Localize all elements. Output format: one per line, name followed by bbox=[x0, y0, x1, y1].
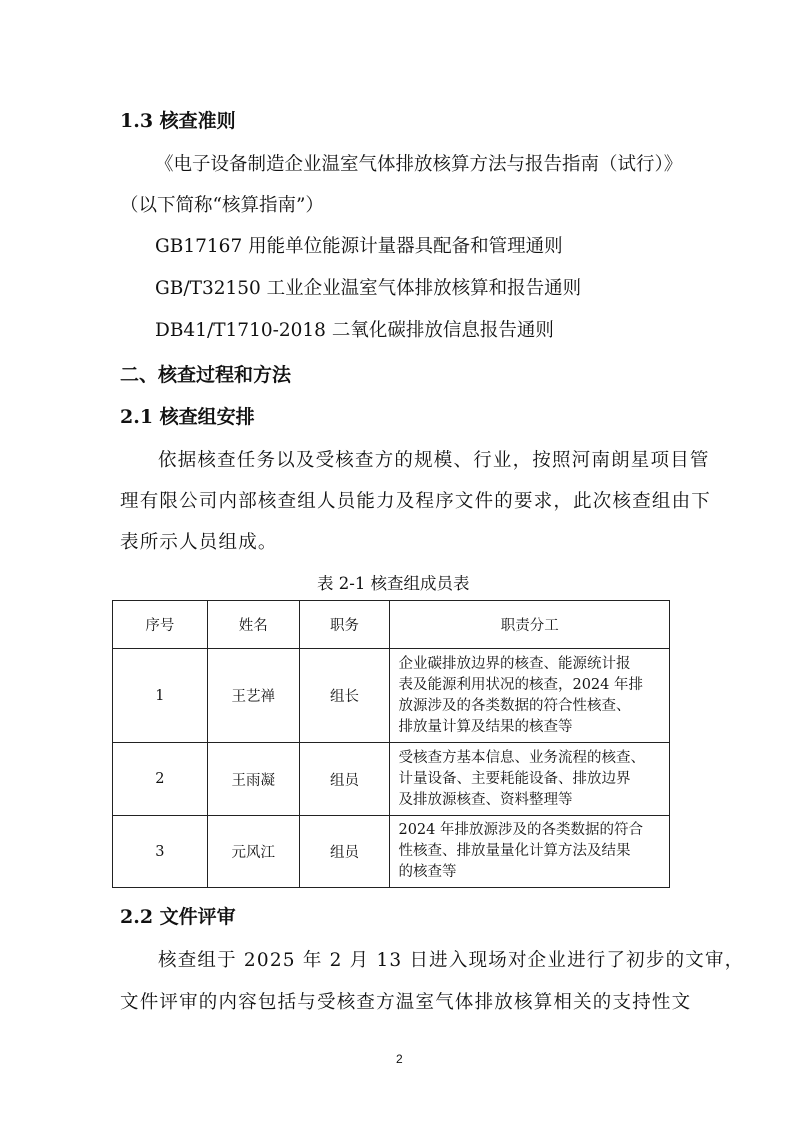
duty-line: 表及能源利用状况的核查，2024 年排 bbox=[398, 676, 643, 693]
table-caption: 表 2-1 核查组成员表 bbox=[317, 574, 470, 593]
duty-line: 放源涉及的各类数据的符合性核查、 bbox=[398, 697, 631, 714]
cell-name: 王雨凝 bbox=[207, 743, 299, 816]
table-row bbox=[113, 649, 670, 743]
header-role: 职务 bbox=[299, 601, 390, 649]
table-row bbox=[113, 816, 670, 888]
cell-role: 组员 bbox=[299, 743, 390, 816]
section-heading-2: 二、核查过程和方法 bbox=[120, 364, 292, 386]
paragraph-line: 文件评审的内容包括与受核查方温室气体排放核算相关的支持性文 bbox=[120, 992, 692, 1013]
cell-duty bbox=[390, 816, 670, 888]
standard-item-1-note: （以下简称“核算指南”） bbox=[120, 195, 324, 216]
page-number: 2 bbox=[396, 1052, 403, 1066]
standard-item-4: DB41/T1710-2018 二氧化碳排放信息报告通则 bbox=[155, 320, 554, 341]
cell-no: 2 bbox=[113, 743, 208, 816]
cell-role: 组员 bbox=[299, 816, 390, 888]
table-row bbox=[113, 743, 670, 816]
paragraph-line: 表所示人员组成。 bbox=[120, 532, 278, 553]
cell-duty bbox=[390, 649, 670, 743]
cell-no: 3 bbox=[113, 816, 208, 888]
paragraph-line: 依据核查任务以及受核查方的规模、行业，按照河南朗星项目管 bbox=[158, 450, 710, 471]
duty-line: 的核查等 bbox=[398, 864, 457, 880]
duty-line: 及排放源核查、资料整理等 bbox=[398, 791, 573, 808]
standard-item-3: GB/T32150 工业企业温室气体排放核算和报告通则 bbox=[155, 278, 582, 299]
duty-line: 排放量计算及结果的核查等 bbox=[398, 718, 573, 735]
standard-item-2: GB17167 用能单位能源计量器具配备和管理通则 bbox=[155, 236, 563, 257]
duty-line: 受核查方基本信息、业务流程的核查、 bbox=[398, 749, 645, 766]
cell-role: 组长 bbox=[299, 649, 390, 743]
section-heading-1-3: 1.3 核查准则 bbox=[120, 110, 236, 132]
header-duty: 职责分工 bbox=[390, 601, 670, 649]
table-header-row bbox=[113, 601, 670, 649]
duty-line: 2024 年排放源涉及的各类数据的符合 bbox=[398, 822, 643, 838]
duty-line: 企业碳排放边界的核查、能源统计报 bbox=[398, 655, 631, 672]
cell-name: 王艺禅 bbox=[207, 649, 299, 743]
cell-no: 1 bbox=[113, 649, 208, 743]
duty-line: 性核查、排放量量化计算方法及结果 bbox=[398, 843, 631, 859]
section-heading-2-1: 2.1 核查组安排 bbox=[120, 406, 255, 428]
paragraph-line: 理有限公司内部核查组人员能力及程序文件的要求，此次核查组由下 bbox=[120, 491, 712, 512]
header-no: 序号 bbox=[113, 601, 208, 649]
duty-line: 计量设备、主要耗能设备、排放边界 bbox=[398, 770, 631, 787]
staff-table bbox=[112, 600, 670, 888]
cell-duty bbox=[390, 743, 670, 816]
section-heading-2-2: 2.2 文件评审 bbox=[120, 906, 236, 928]
header-name: 姓名 bbox=[207, 601, 299, 649]
cell-name: 元风江 bbox=[207, 816, 299, 888]
standard-item-1: 《电子设备制造企业温室气体排放核算方法与报告指南（试行）》 bbox=[155, 154, 683, 175]
paragraph-line: 核查组于 2025 年 2 月 13 日进入现场对企业进行了初步的文审， bbox=[158, 950, 745, 971]
